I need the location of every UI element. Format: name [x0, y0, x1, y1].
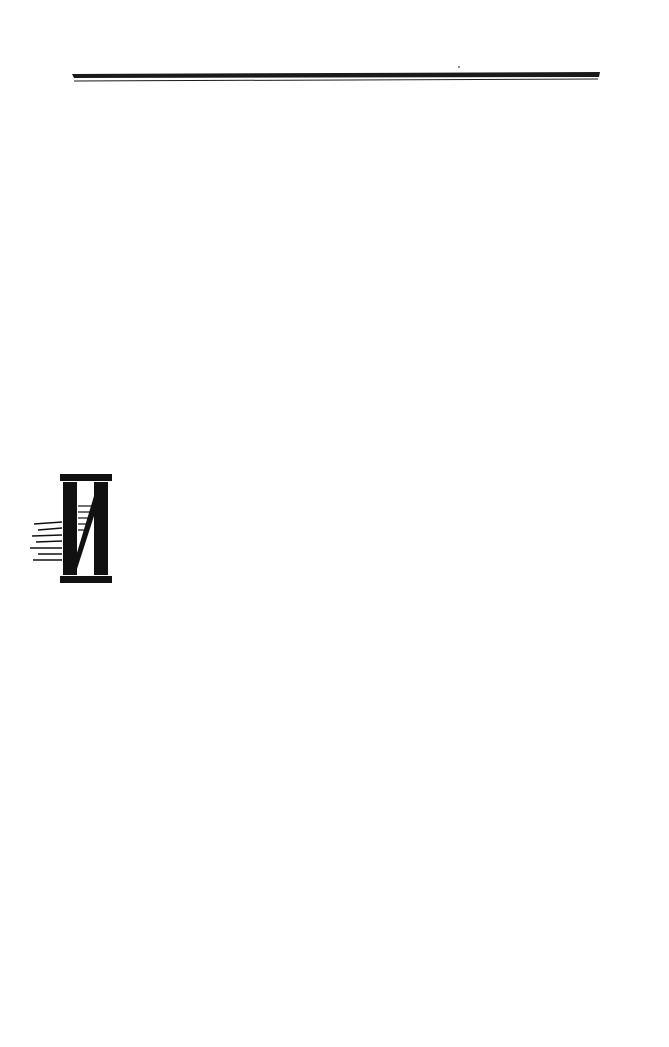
- drop-cap-ornament: [30, 472, 112, 584]
- decorative-top-rule: [72, 66, 600, 84]
